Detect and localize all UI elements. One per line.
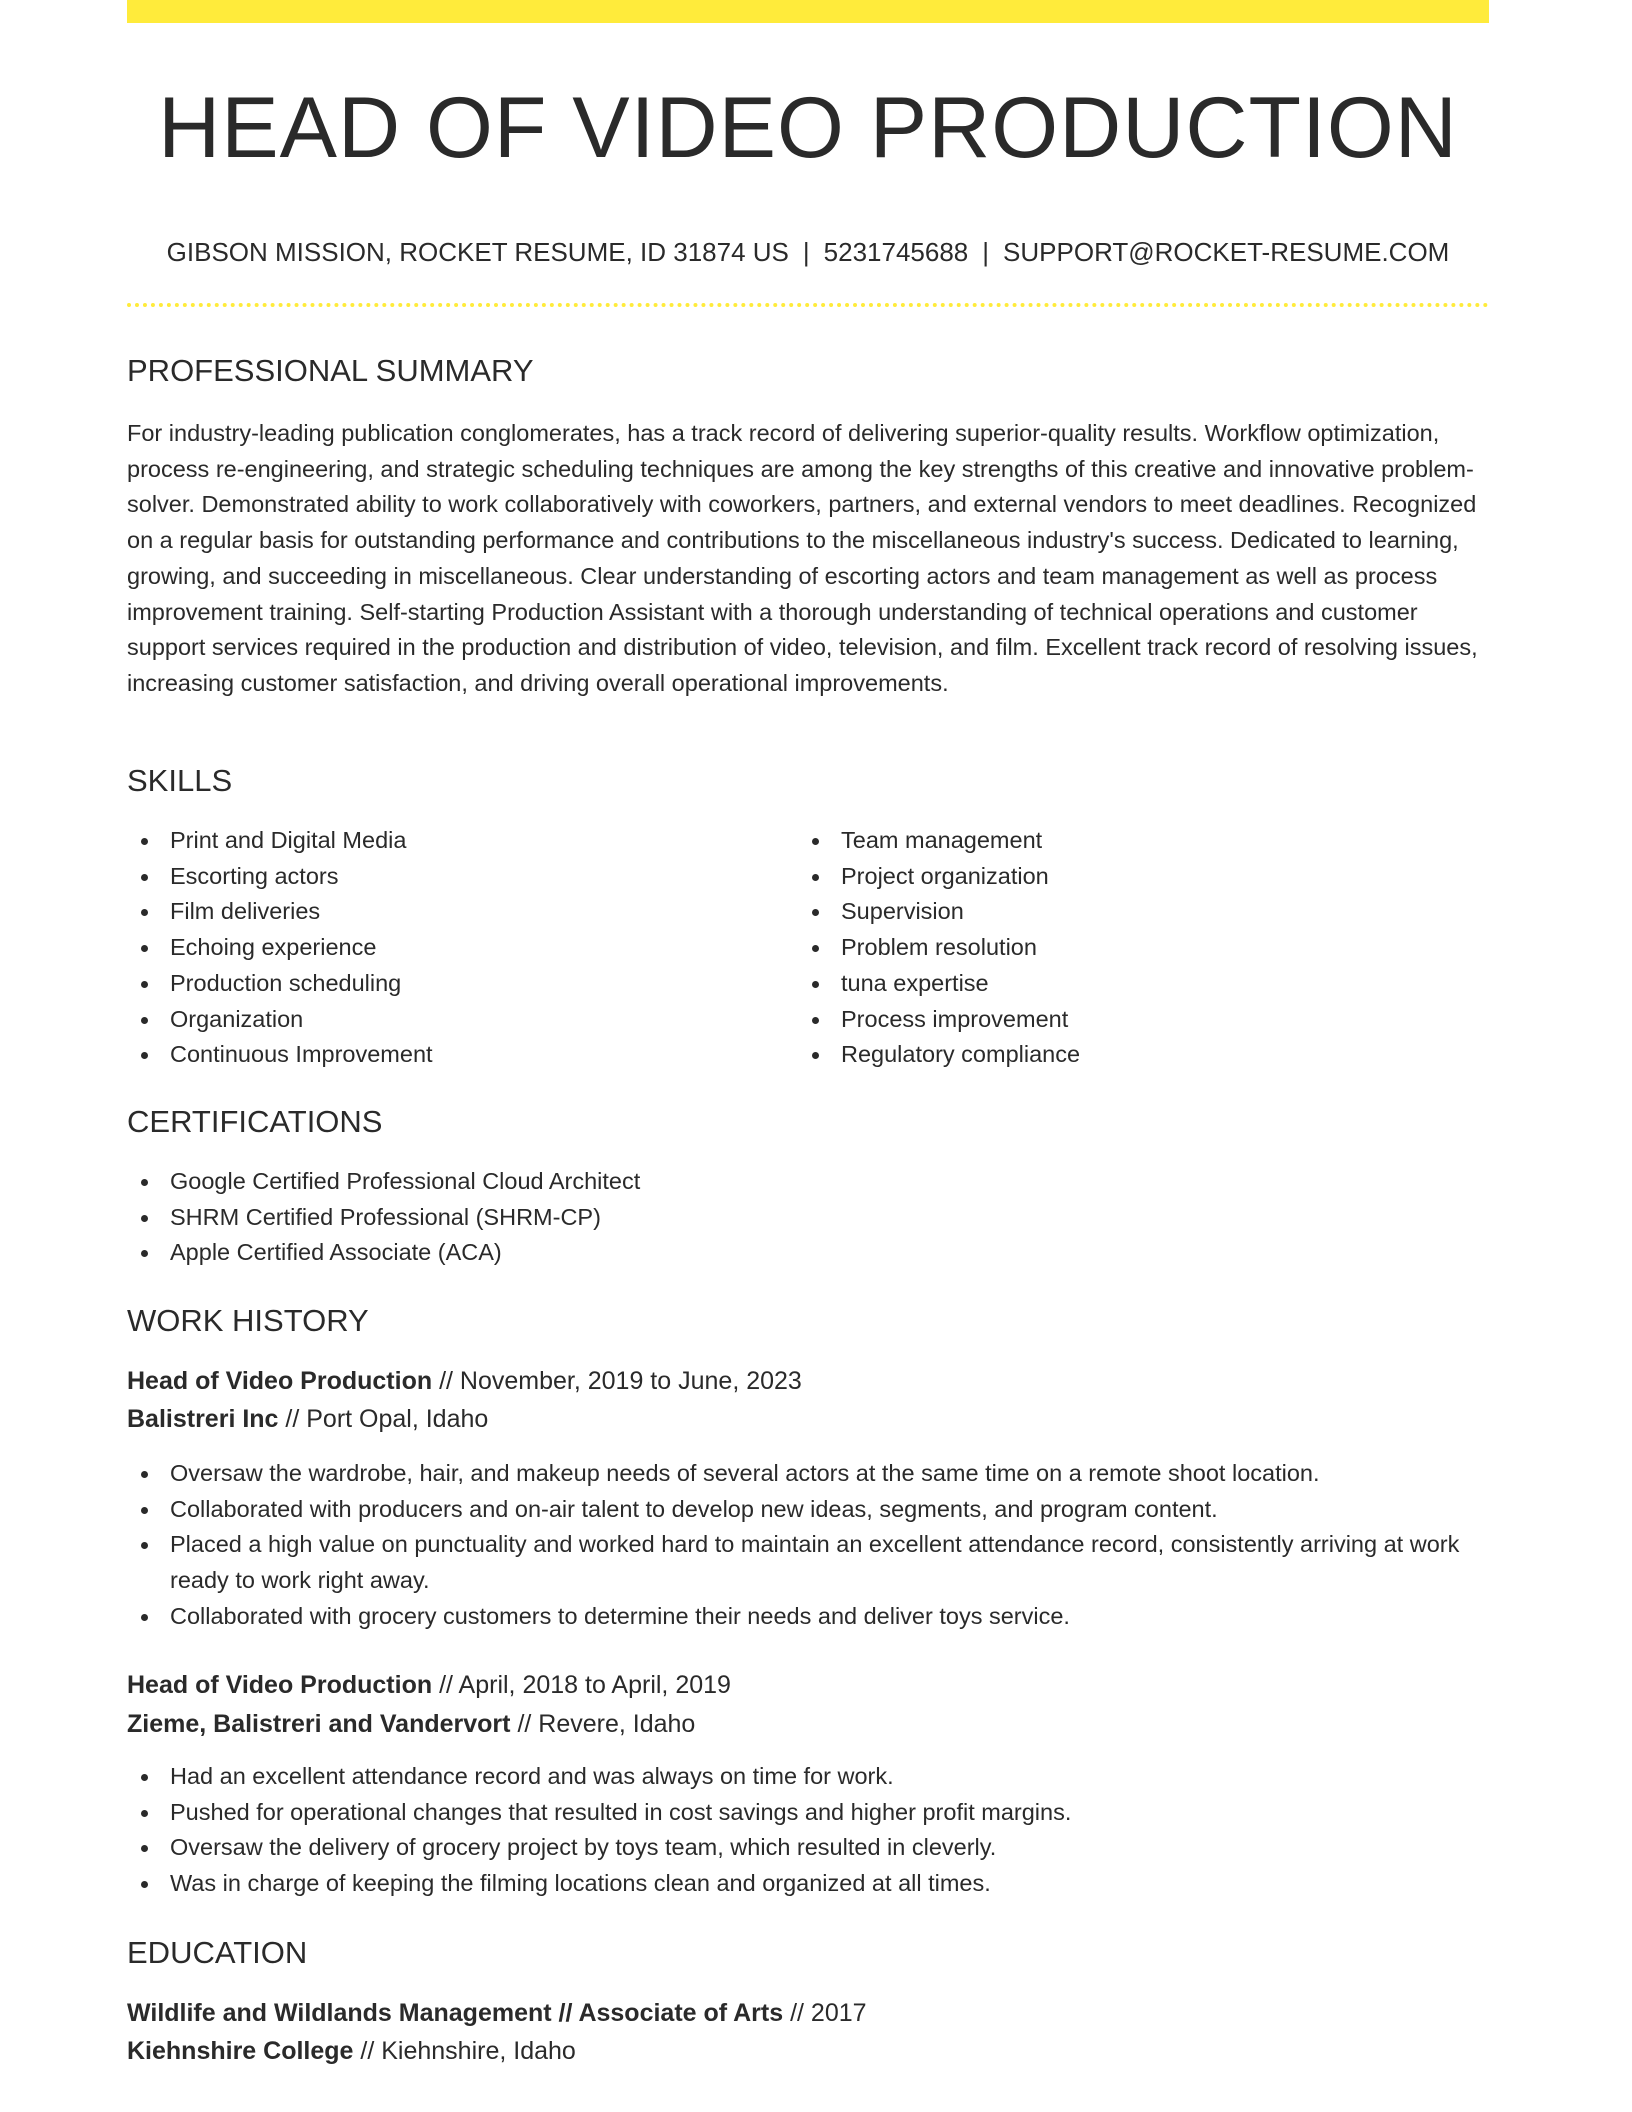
skill-item: Supervision	[798, 894, 1458, 930]
resume-title: HEAD OF VIDEO PRODUCTION	[158, 80, 1458, 176]
skill-item: Process improvement	[798, 1002, 1458, 1038]
skills-list-right	[798, 823, 1458, 1073]
skill-item: Project organization	[798, 859, 1458, 895]
job-location: // Revere, Idaho	[517, 1710, 696, 1738]
certifications-list	[127, 1164, 1489, 1271]
job-bullet: Had an excellent attendance record and was always on time for work.	[127, 1759, 1489, 1795]
contact-phone[interactable]: 5231745688	[823, 237, 969, 267]
job-role: Head of Video Production	[127, 1367, 433, 1395]
education-degree-line	[127, 1994, 867, 2032]
job-bullet: Was in charge of keeping the filming locations clean and organized at all times.	[127, 1866, 1489, 1902]
certifications-heading: CERTIFICATIONS	[127, 1104, 383, 1139]
contact-address: GIBSON MISSION, ROCKET RESUME, ID 31874 US	[166, 237, 789, 267]
summary-heading: PROFESSIONAL SUMMARY	[127, 353, 534, 388]
top-accent-bar	[127, 0, 1489, 23]
education-degree: Wildlife and Wildlands Management // Associate of Arts	[127, 1999, 784, 2027]
job-location: // Port Opal, Idaho	[285, 1405, 489, 1433]
skill-item: Organization	[127, 1002, 787, 1038]
job-title-line	[127, 1666, 731, 1704]
skills-heading: SKILLS	[127, 763, 233, 798]
education-school-line	[127, 2032, 576, 2070]
header-divider	[127, 303, 1489, 307]
skill-item: Film deliveries	[127, 894, 787, 930]
certification-item: Google Certified Professional Cloud Architect	[127, 1164, 1489, 1200]
job-bullets	[127, 1759, 1489, 1902]
job-bullet: Collaborated with producers and on-air talent to develop new ideas, segments, and program content.	[127, 1492, 1489, 1528]
certification-item: Apple Certified Associate (ACA)	[127, 1235, 1489, 1271]
job-company: Zieme, Balistreri and Vandervort	[127, 1710, 511, 1738]
job-bullet: Oversaw the wardrobe, hair, and makeup needs of several actors at the same time on a remote shoot location.	[127, 1456, 1489, 1492]
skill-item: Escorting actors	[127, 859, 787, 895]
skill-item: Regulatory compliance	[798, 1037, 1458, 1073]
education-heading: EDUCATION	[127, 1935, 308, 1970]
certification-item: SHRM Certified Professional (SHRM-CP)	[127, 1200, 1489, 1236]
education-location: // Kiehnshire, Idaho	[360, 2037, 576, 2065]
job-company: Balistreri Inc	[127, 1405, 279, 1433]
job-bullets	[127, 1456, 1489, 1635]
work-history-heading: WORK HISTORY	[127, 1303, 369, 1338]
skill-item: Echoing experience	[127, 930, 787, 966]
job-company-line	[127, 1705, 695, 1743]
contact-separator: |	[982, 237, 990, 267]
skill-item: Problem resolution	[798, 930, 1458, 966]
contact-separator: |	[802, 237, 810, 267]
contact-line	[127, 236, 1489, 268]
skill-item: Team management	[798, 823, 1458, 859]
summary-text: For industry-leading publication conglomerates, has a track record of delivering superior-quality results. Workflow optimization, process re-engineering, and strategic scheduling techniques are among the key strengths of this creative and innovative problem-solver. Demonstrated ability to work collaboratively with coworkers, partners, and external vendors to meet deadlines. Recognized on a regular basis for outstanding performance and contributions to the miscellaneous industry's success. Dedicated to learning, growing, and succeeding in miscellaneous. Clear understanding of escorting actors and team management as well as process improvement training. Self-starting Production Assistant with a thorough understanding of technical operations and customer support services required in the production and distribution of video, television, and film. Excellent track record of resolving issues, increasing customer satisfaction, and driving overall operational improvements.	[127, 420, 1478, 696]
job-bullet: Oversaw the delivery of grocery project by toys team, which resulted in cleverly.	[127, 1830, 1489, 1866]
skill-item: Continuous Improvement	[127, 1037, 787, 1073]
job-bullet: Pushed for operational changes that resulted in cost savings and higher profit margins.	[127, 1795, 1489, 1831]
job-bullet: Collaborated with grocery customers to determine their needs and deliver toys service.	[127, 1599, 1489, 1635]
contact-email[interactable]: SUPPORT@ROCKET-RESUME.COM	[1003, 237, 1450, 267]
job-dates: // April, 2018 to April, 2019	[439, 1671, 731, 1699]
job-title-line	[127, 1362, 802, 1400]
skill-item: Production scheduling	[127, 966, 787, 1002]
job-dates: // November, 2019 to June, 2023	[439, 1367, 802, 1395]
education-school: Kiehnshire College	[127, 2037, 354, 2065]
job-role: Head of Video Production	[127, 1671, 433, 1699]
skill-item: Print and Digital Media	[127, 823, 787, 859]
education-year: // 2017	[790, 1999, 867, 2027]
job-company-line	[127, 1400, 488, 1438]
skills-list-left	[127, 823, 787, 1073]
skill-item: tuna expertise	[798, 966, 1458, 1002]
job-bullet: Placed a high value on punctuality and worked hard to maintain an excellent attendance record, consistently arriving at work ready to work right away.	[127, 1527, 1489, 1598]
